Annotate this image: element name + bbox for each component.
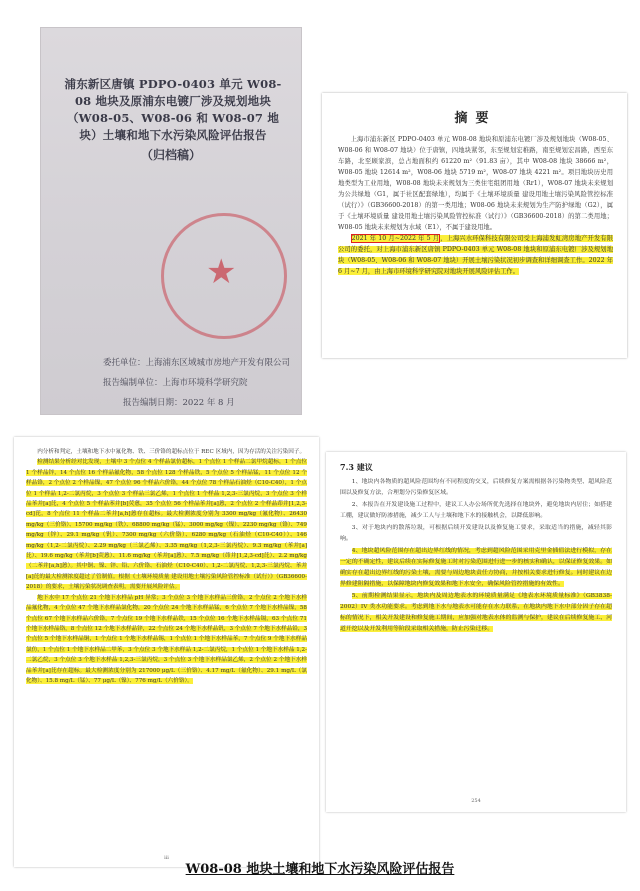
page1-number: iii (164, 855, 169, 861)
cover-date: 报告编制日期：2022 年 8 月 (123, 398, 235, 408)
cover-commissioner: 委托单位：上海浦东区域城市房地产开发有限公司 (103, 358, 291, 368)
recommendation-5-highlight: 5、前期检测结果显示，地块内及周边地表水的环境质量满足《地表水环境质量标准》（GB3838-2002）IV 类水功能要求。考虑到地下水与地表水可能存在水力联系，在地块内地下水中部分因子存在超标的情况下，相关开发建设和修复施工期间，应加强对地表水体的监测与保护，建议在后续修复施工、河道开挖以及开发利用等阶段采取相关措施，防止污染迁移。 (340, 593, 612, 632)
page2-number: 254 (471, 798, 481, 804)
cover-preparer: 报告编制单位：上海市环境科学研究院 (103, 378, 248, 388)
recommendation-4-highlight: 4、地块超风险范围存在超出边界红线的情况，考虑到超风险范围采用克里金插值法进行模拟，存在一定的不确定性，建议后续在实际修复施工时对污染范围进行进一步的核实和确认，以保证修复效果。如确实存在超出边界红线的污染土壤，需要与周边地块责任方协商，并按相关要求进行修复。同时建议在边界修建阻隔措施，以保障地块内修复效果和地下水安全，确保风险管控措施的有效性。 (340, 548, 612, 587)
official-seal-stamp (161, 213, 287, 339)
seal-star-icon: ★ (206, 252, 237, 292)
abstract-title: 摘要 (454, 111, 497, 126)
page1-groundwater-results (26, 593, 307, 687)
soil-results-highlight: 检测结果分析经对比发现，土壤中 3 个点位 4 个样品氯仿超标，1 个点位 1 个样品二氯甲烷超标，1 个点位 1 个样品锌，14 个点位 16 个样品氟化物，58 个点位 128 个样品铁，5 个点位 5 个样品锰，11 个点位 12 个样品铬，2 个点位 2 个样品镍，47 个点位 96 个样品六价铬，44 个点位 78 个样品石油烃（C10-C40），1 个点位 1 个样品 1,2-二氯丙烷，3 个点位 3 个样品三氯乙烯，1 个点位 1 个样品 1,2,3-三氯丙烷，3 个点位 3 个样品苯并[a]芘，4 个点位 5 个样品苯并[b]荧蒽，35 个点位 56 个样品苯并[a]蒽，2 个点位 2 个样品茚并[1,2,3-cd]芘，8 个点位 11 个样品二苯并[a,h]蒽存在超标。最大检测浓度分别为 3300 mg/kg（氟化物）、26430 mg/kg（三价铬）、15700 mg/kg（铁）、68800 mg/kg（锰）、3000 mg/kg（镍）、2230 mg/kg（铬）、749 mg/kg（锌）、29.1 mg/kg（钒）、7300 mg/kg（六价铬）、6280 mg/kg（石油烃（C10-C40））、146 mg/kg（1,2-二氯丙烷）、2.29 mg/kg（三氯乙烯）、3.35 mg/kg（1,2,3-三氯丙烷）、9.3 mg/kg（苯并[a]芘）、19.6 mg/kg（苯并[b]荧蒽）、11.6 mg/kg（苯并[a]蒽）、7.5 mg/kg（茚并[1,2,3-cd]芘）、2.2 mg/kg（二苯并[a,h]蒽）。其中铜、镍、锌、铅、六价铬、石油烃（C10-C40）、1,2-二氯丙烷、1,2,3-三氯丙烷、苯并[a]芘的最大检测浓度超过了管制值。根据《土壤环境质量 建设用地土壤污染风险管控标准（试行）》（GB36600-2018）的要求，土壤污染状况调查表明，需要开展风险评估。 (26, 459, 307, 591)
recommendation-4 (340, 546, 612, 590)
highlighted-date-span: 2021 年 10 月~2022 年 5 月 (351, 235, 440, 242)
abstract-paragraph-2 (338, 233, 613, 277)
cover-status: （归档稿） (140, 148, 201, 162)
report-cover-photo (40, 27, 302, 415)
recommendation-5 (340, 591, 612, 635)
page1-intro: 内分析和判定，土壤和地下水中氟化物、铁、三价铬的超标点位于 REC 区域内，因为存活的关注污染因子。 (37, 449, 306, 455)
groundwater-results-highlight: 地下水中 17 个点位 21 个地下水样品 pH 异常；3 个点位 3 个地下水样品三价铬，2 个点位 2 个地下水样品氟化物，4 个点位 47 个地下水样品氯化物，20 个点位 24 个地下水样品锰，6 个点位 7 个地下水样品镍，58 个点位 67 个地下水样品六价铬，7 个点位 19 个地下水样品铁，15 个点位 16 个地下水样品镉，63 个点位 71 个地下水样品铬，8 个点位 12 个地下水样品锌，22 个点位 24 个地下水样品钒，3 个点位 7 个地下水样品铅，3 个点位 5 个地下水样品铜，1 个点位 1 个地下水样品锡，1 个点位 1 个地下水样品苯，7 个点位 9 个地下水样品氯仿，1 个点位 1 个地下水样品二甲苯，3 个点位 3 个地下水样品 1,2-二氯丙烷，1 个点位 1 个地下水样品 1,2-二氯乙烷，3 个点位 3 个地下水样品 1,2,3-三氯丙烷，3 个点位 3 个地下水样品氯乙烯，2 个点位 2 个地下水样品苯并[a]芘存在超标。最大检测浓度分别为 217000 μg/L（三价铬）、4.17 mg/L（氟化物）、29.1 mg/L（氯化物）、15.8 mg/L（锰）、77 μg/L（镍）、776 mg/L（六价铬）。 (26, 594, 307, 684)
abstract-paragraph-1: 上海市浦东新区 PDPO-0403 单元 W08-08 地块和原浦东电镀厂涉及规划地块（W08-05、W08-06 和 W08-07 地块）位于唐镇，四地块紧邻，东至规划宏稚路，南至规划宏昌路，西至东车路，北至顾家滨，总占地面积约 61220 m²（91.83 亩），其中 W08-08 地块 38666 m²，W08-05 地块 12614 m²，W08-06 地块 5719 m²，W08-07 地块 4221 m²。项目地块历史用地类型为工业用地，W08-08 地块未来规划为三类住宅组团用地（Rr1），W08-07 地块未来规划为公共绿地（G1，属于社区配套绿地），均属于《土壤环境质量 建设用地土壤污染风险管控标准（试行）》（GB36600-2018）的第一类用地；W08-06 地块未来规划为生产防护绿地（G2），属于《土壤环境质量 建设用地土壤污染风险管控标准（试行）》（GB36600-2018）的第二类用地；W08-05 地块未来规划为水域（E1），不属于建设用地。 (338, 136, 613, 231)
figure-caption: W08-08 地块土壤和地下水污染风险评估报告 (185, 862, 455, 877)
abstract-page (322, 93, 627, 358)
recommendations-heading: 7.3 建议 (340, 462, 373, 472)
report-page-soil-groundwater-results (14, 437, 319, 867)
highlighted-commission-text: ，上海兴水环保科技有限公司受上海浦发虹湾房地产开发有限公司的委托，对上海市浦东新区唐镇 PDPO-0403 单元 W08-08 地块和原浦东电镀厂涉及规划地块（W08-05、W08-06 和 W08-07 地块）开展土壤污染状况初步调查和详细调查工作。2022 年 6 月~7 月，由上海市环境科学研究院对地块开展风险评估工作。 (338, 235, 614, 275)
report-page-recommendations (326, 452, 626, 812)
recommendation-2: 2、本报告在开发建设施工过程中，建议工人办公场所优先选择在地块外，避免地块内居住；如搭建工棚，建议做好防渗措施，减少工人与土壤和地下水的接触机会，以降低影响。 (340, 502, 612, 519)
cover-title: 浦东新区唐镇 PDPO-0403 单元 W08-08 地块及原浦东电镀厂涉及规划地块（W08-05、W08-06 和 W08-07 地块）土壤和地下水污染风险评估报告 (64, 77, 282, 142)
recommendation-3: 3、对于地块内的散落垃圾，可根据后续开发建设以及修复施工要求，采取适当的措施，减轻其影响。 (340, 525, 612, 542)
page1-soil-results (26, 457, 307, 592)
recommendation-1: 1、地块内各物质的超风险范围均有不同程度的交叉，后续修复方案需根据各污染物类型、超风险范围以及修复方法，合理划分污染修复区域。 (340, 479, 612, 496)
